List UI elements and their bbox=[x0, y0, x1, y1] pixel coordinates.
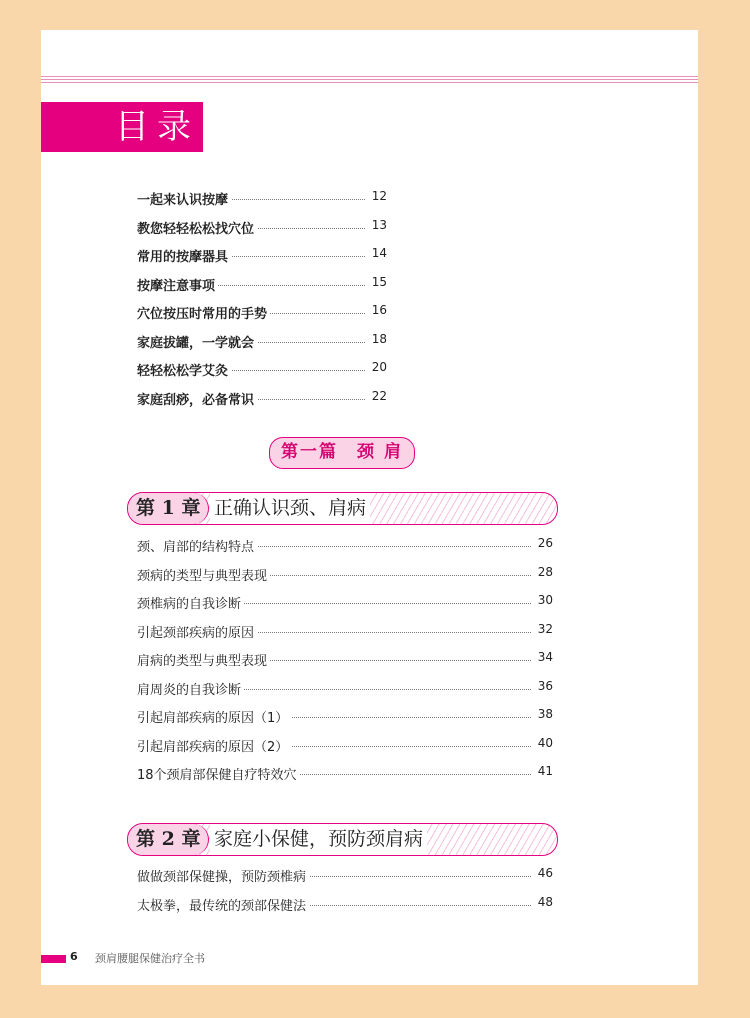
toc-entry[interactable] bbox=[137, 675, 553, 704]
toc-entry-label: 颈病的类型与典型表现 bbox=[137, 565, 270, 584]
toc-entry[interactable] bbox=[137, 299, 387, 328]
toc-entry[interactable] bbox=[137, 618, 553, 647]
toc-entry[interactable] bbox=[137, 356, 387, 385]
toc-entry-label: 引起肩部疾病的原因（2） bbox=[137, 736, 291, 755]
toc-entry-page: 14 bbox=[371, 246, 387, 260]
toc-entry-page: 46 bbox=[537, 866, 553, 880]
part-title: 第一篇 颈 肩 bbox=[281, 442, 403, 462]
toc-entry[interactable] bbox=[137, 760, 553, 789]
toc-entry-page: 32 bbox=[537, 621, 553, 636]
toc-entry[interactable] bbox=[137, 271, 387, 300]
toc-entry[interactable] bbox=[137, 328, 387, 357]
toc-entry-page: 13 bbox=[371, 217, 387, 232]
toc-entry-label: 一起来认识按摩 bbox=[137, 189, 231, 208]
toc-entry[interactable] bbox=[137, 185, 387, 214]
toc-entry-page: 41 bbox=[537, 764, 553, 778]
chapter-number: 第 1 章 bbox=[128, 493, 209, 524]
toc-entry-page: 15 bbox=[371, 274, 387, 289]
toc-entry-label: 家庭刮痧，必备常识 bbox=[137, 389, 257, 408]
toc-entry-label: 教您轻轻松松找穴位 bbox=[137, 218, 257, 237]
toc-entry-label: 肩周炎的自我诊断 bbox=[137, 679, 244, 698]
toc-entry[interactable] bbox=[137, 732, 553, 761]
toc-entry-label: 肩病的类型与典型表现 bbox=[137, 650, 270, 669]
footer-page-number: 6 bbox=[70, 950, 78, 963]
toc-entry-page: 12 bbox=[371, 189, 387, 203]
toc-entry[interactable] bbox=[137, 703, 553, 732]
toc-entry-page: 22 bbox=[371, 388, 387, 403]
toc-entry[interactable] bbox=[137, 385, 387, 414]
footer-bar bbox=[41, 955, 66, 963]
toc-entry-page: 40 bbox=[537, 735, 553, 750]
toc-entry-page: 36 bbox=[537, 678, 553, 693]
footer-book-title: 颈肩腰腿保健治疗全书 bbox=[95, 952, 205, 965]
title-banner bbox=[41, 102, 203, 152]
toc-entry-label: 按摩注意事项 bbox=[137, 275, 218, 294]
toc-entry-label: 颈、肩部的结构特点 bbox=[137, 536, 257, 555]
toc-entry-label: 引起颈部疾病的原因 bbox=[137, 622, 257, 641]
toc-entry[interactable] bbox=[137, 646, 553, 675]
chapter-1-toc bbox=[137, 532, 553, 789]
toc-entry-label: 太极拳，最传统的颈部保健法 bbox=[137, 895, 309, 914]
chapter-1-header bbox=[127, 492, 558, 525]
toc-entry-label: 18个颈肩部保健自疗特效穴 bbox=[137, 764, 300, 783]
toc-entry-page: 34 bbox=[537, 650, 553, 664]
toc-entry[interactable] bbox=[137, 891, 553, 920]
part-badge bbox=[269, 437, 415, 469]
intro-toc bbox=[137, 185, 387, 413]
chapter-number: 第 2 章 bbox=[128, 824, 209, 855]
toc-entry-page: 38 bbox=[537, 707, 553, 721]
toc-entry-label: 颈椎病的自我诊断 bbox=[137, 593, 244, 612]
chapter-title: 正确认识颈、肩病 bbox=[210, 493, 370, 524]
toc-entry-page: 18 bbox=[371, 331, 387, 346]
toc-entry-page: 48 bbox=[537, 894, 553, 909]
toc-entry-label: 穴位按压时常用的手势 bbox=[137, 303, 270, 322]
toc-entry-label: 引起肩部疾病的原因（1） bbox=[137, 707, 291, 726]
toc-entry-page: 26 bbox=[537, 536, 553, 550]
toc-entry-label: 轻轻松松学艾灸 bbox=[137, 360, 231, 379]
header-rule bbox=[41, 76, 698, 88]
chapter-2-header bbox=[127, 823, 558, 856]
toc-entry-page: 20 bbox=[371, 360, 387, 374]
toc-entry[interactable] bbox=[137, 862, 553, 891]
chapter-2-toc bbox=[137, 862, 553, 919]
toc-entry-page: 16 bbox=[371, 303, 387, 317]
page bbox=[41, 30, 698, 985]
toc-entry-page: 30 bbox=[537, 593, 553, 607]
toc-entry-label: 常用的按摩器具 bbox=[137, 246, 231, 265]
toc-entry-page: 28 bbox=[537, 564, 553, 579]
page-title: 目录 bbox=[115, 107, 199, 147]
toc-entry[interactable] bbox=[137, 242, 387, 271]
toc-entry[interactable] bbox=[137, 589, 553, 618]
toc-entry[interactable] bbox=[137, 214, 387, 243]
toc-entry[interactable] bbox=[137, 561, 553, 590]
chapter-title: 家庭小保健，预防颈肩病 bbox=[210, 824, 427, 855]
toc-entry[interactable] bbox=[137, 532, 553, 561]
toc-entry-label: 做做颈部保健操，预防颈椎病 bbox=[137, 866, 309, 885]
toc-entry-label: 家庭拔罐，一学就会 bbox=[137, 332, 257, 351]
